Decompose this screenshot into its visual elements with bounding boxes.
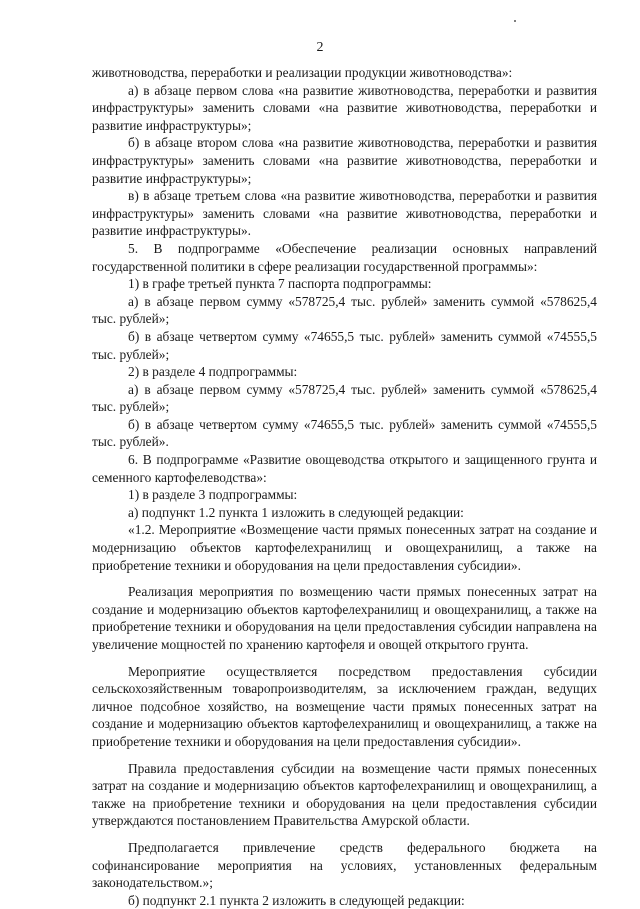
page-number: 2 [316, 40, 324, 55]
paragraph-13: 1) в разделе 3 подпрограммы: [128, 487, 298, 503]
paragraph-17: Мероприятие осуществляется посредством предоставления субсидии сельскохозяйственным товаропроизводителям, за исключением граждан, ведущих личное подсобное хозяйство, на возмещение части прямых понесенных затрат на создание и модернизацию объектов картофелехранилищ и овощехранилищ, а также на приобретение техники и оборудования на цели предоставления субсидии». [92, 663, 597, 749]
paragraph-14: а) подпункт 1.2 пункта 1 изложить в следующей редакции: [128, 504, 464, 520]
paragraph-19: Предполагается привлечение средств федерального бюджета на софинансирование мероприятия на условиях, установленных федеральным законодательством.»; [92, 839, 597, 891]
paragraph-7: а) в абзаце первом сумму «578725,4 тыс. рублей» заменить суммой «578625,4 тыс. рублей»; [92, 293, 597, 327]
paragraph-1: животноводства, переработки и реализации продукции животноводства»: [92, 65, 513, 80]
paragraph-4: в) в абзаце третьем слова «на развитие животноводства, переработки и развития инфраструктуры» заменить словами «на развитие животноводства, переработки и развитие инфраструктуры». [92, 188, 597, 239]
paragraph-12: 6. В подпрограмме «Развитие овощеводства открытого и защищенного грунта и семенного картофелеводства»: [92, 452, 597, 485]
paragraph-9: 2) в разделе 4 подпрограммы: [128, 364, 298, 380]
paragraph-5: 5. В подпрограмме «Обеспечение реализации основных направлений государственной политики в сфере реализации государственной программы»: [92, 240, 597, 274]
paragraph-18: Правила предоставления субсидии на возмещение части прямых понесенных затрат на создание и модернизацию объектов картофелехранилищ и овощехранилищ, а также на приобретение техники и оборудования на цели предоставления субсидии утверждаются постановлением Правительства Амурской области. [92, 760, 597, 829]
scan-speck [514, 20, 516, 22]
paragraph-6: 1) в графе третьей пункта 7 паспорта подпрограммы: [128, 276, 432, 292]
paragraph-11: б) в абзаце четвертом сумму «74655,5 тыс. рублей» заменить суммой «74555,5 тыс. рублей». [92, 416, 597, 450]
paragraph-15: «1.2. Мероприятие «Возмещение части прямых понесенных затрат на создание и модернизацию объектов картофелехранилищ и овощехранилищ, а также на приобретение техники и оборудования на цели предоставления субсидии». [92, 522, 597, 573]
paragraph-3: б) в абзаце втором слова «на развитие животноводства, переработки и развития инфраструктуры» заменить словами «на развитие животноводства, переработки и развитие инфраструктуры»; [92, 135, 597, 186]
paragraph-20: б) подпункт 2.1 пункта 2 изложить в следующей редакции: [128, 892, 465, 908]
paragraph-10: а) в абзаце первом сумму «578725,4 тыс. рублей» заменить суммой «578625,4 тыс. рублей»; [92, 381, 597, 415]
paragraph-8: б) в абзаце четвертом сумму «74655,5 тыс. рублей» заменить суммой «74555,5 тыс. рублей»; [92, 328, 597, 362]
paragraph-16: Реализация мероприятия по возмещению части прямых понесенных затрат на создание и модернизацию объектов картофелехранилищ и овощехранилищ, а также на приобретение техники и оборудования на цели предоставления субсидии направлена на увеличение мощностей по хранению картофеля и овощей открытого грунта. [92, 584, 597, 652]
paragraph-2: а) в абзаце первом слова «на развитие животноводства, переработки и развития инфраструктуры» заменить словами «на развитие животноводства, переработки и развитие инфраструктуры»; [92, 82, 597, 133]
document-body [92, 64, 597, 909]
